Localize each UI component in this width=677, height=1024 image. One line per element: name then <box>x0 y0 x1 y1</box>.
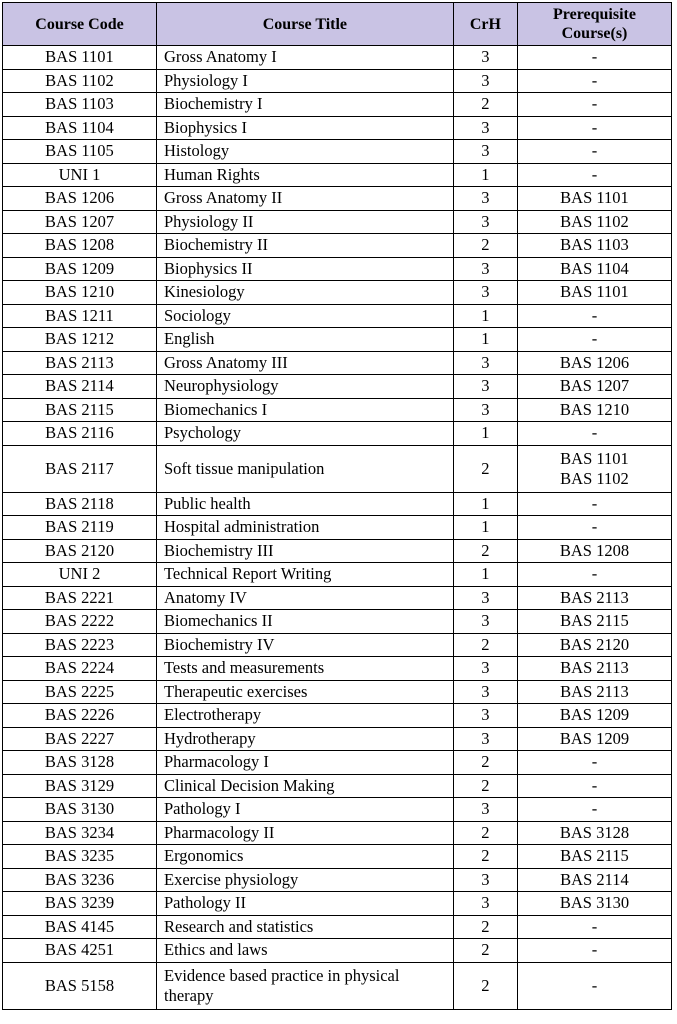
table-row <box>3 492 672 516</box>
prerequisite-cell: BAS 1207 <box>517 375 671 399</box>
course-title-cell: Biochemistry II <box>156 234 453 258</box>
credit-hours-cell: 2 <box>453 234 517 258</box>
course-code-cell: BAS 1211 <box>3 304 157 328</box>
course-title-cell: Human Rights <box>156 163 453 187</box>
course-code-cell: BAS 2118 <box>3 492 157 516</box>
prerequisite-cell: - <box>517 939 671 963</box>
prerequisite-cell: BAS 3130 <box>517 892 671 916</box>
credit-hours-cell: 2 <box>453 939 517 963</box>
prerequisite-cell: - <box>517 492 671 516</box>
header-course-title: Course Title <box>156 3 453 46</box>
prerequisite-cell: - <box>517 328 671 352</box>
prerequisite-line2: BAS 1102 <box>560 468 629 488</box>
course-code-cell: BAS 1208 <box>3 234 157 258</box>
course-code-cell: BAS 3236 <box>3 868 157 892</box>
credit-hours-cell: 1 <box>453 163 517 187</box>
credit-hours-cell: 3 <box>453 892 517 916</box>
course-title-cell: Biomechanics II <box>156 610 453 634</box>
table-row <box>3 657 672 681</box>
credit-hours-cell: 3 <box>453 257 517 281</box>
credit-hours-cell: 3 <box>453 727 517 751</box>
table-row <box>3 751 672 775</box>
table-row <box>3 845 672 869</box>
prerequisite-cell: BAS 3128 <box>517 821 671 845</box>
table-row <box>3 633 672 657</box>
course-code-cell: BAS 1206 <box>3 187 157 211</box>
prerequisite-cell: - <box>517 93 671 117</box>
course-title-cell: Pharmacology II <box>156 821 453 845</box>
credit-hours-cell: 2 <box>453 774 517 798</box>
course-code-cell: BAS 2113 <box>3 351 157 375</box>
course-code-cell: BAS 1210 <box>3 281 157 305</box>
course-title-cell: Anatomy IV <box>156 586 453 610</box>
course-code-cell: BAS 2114 <box>3 375 157 399</box>
prerequisite-cell: BAS 2113 <box>517 680 671 704</box>
table-row <box>3 868 672 892</box>
table-row <box>3 93 672 117</box>
table-row <box>3 281 672 305</box>
header-prerequisite <box>517 3 671 46</box>
course-code-cell: BAS 4251 <box>3 939 157 963</box>
credit-hours-cell: 3 <box>453 375 517 399</box>
course-title-cell: Exercise physiology <box>156 868 453 892</box>
course-code-cell: BAS 1207 <box>3 210 157 234</box>
course-title-cell: Gross Anatomy II <box>156 187 453 211</box>
table-row <box>3 257 672 281</box>
course-code-cell: BAS 2221 <box>3 586 157 610</box>
table-row <box>3 774 672 798</box>
course-title-cell: Biochemistry IV <box>156 633 453 657</box>
course-code-cell: BAS 2223 <box>3 633 157 657</box>
header-course-code: Course Code <box>3 3 157 46</box>
credit-hours-cell: 3 <box>453 657 517 681</box>
credit-hours-cell: 3 <box>453 69 517 93</box>
prerequisite-cell: - <box>517 798 671 822</box>
course-title-cell: Electrotherapy <box>156 704 453 728</box>
course-code-cell: BAS 1212 <box>3 328 157 352</box>
prerequisite-cell: BAS 2113 <box>517 586 671 610</box>
prerequisite-cell: - <box>517 422 671 446</box>
prerequisite-cell: BAS 1101 <box>517 281 671 305</box>
credit-hours-cell: 2 <box>453 821 517 845</box>
course-title-cell: Clinical Decision Making <box>156 774 453 798</box>
course-code-cell: BAS 1103 <box>3 93 157 117</box>
course-title-cell: Public health <box>156 492 453 516</box>
course-title-cell: Ergonomics <box>156 845 453 869</box>
course-code-cell: UNI 2 <box>3 563 157 587</box>
table-row <box>3 351 672 375</box>
course-code-cell: BAS 2119 <box>3 516 157 540</box>
course-title-cell: Physiology II <box>156 210 453 234</box>
credit-hours-cell: 1 <box>453 563 517 587</box>
course-table <box>2 2 672 1010</box>
credit-hours-cell: 3 <box>453 116 517 140</box>
prerequisite-cell: BAS 2120 <box>517 633 671 657</box>
course-code-cell: BAS 2117 <box>3 445 157 492</box>
credit-hours-cell: 2 <box>453 845 517 869</box>
course-table-container <box>2 2 672 1010</box>
course-code-cell: BAS 3130 <box>3 798 157 822</box>
course-code-cell: BAS 1209 <box>3 257 157 281</box>
prerequisite-cell <box>517 445 671 492</box>
credit-hours-cell: 1 <box>453 328 517 352</box>
table-row <box>3 892 672 916</box>
credit-hours-cell: 3 <box>453 187 517 211</box>
course-title-cell: Hydrotherapy <box>156 727 453 751</box>
credit-hours-cell: 2 <box>453 962 517 1009</box>
prerequisite-cell: - <box>517 774 671 798</box>
course-title-cell: Biomechanics I <box>156 398 453 422</box>
table-row <box>3 140 672 164</box>
table-row <box>3 234 672 258</box>
table-row <box>3 445 672 492</box>
table-row <box>3 610 672 634</box>
credit-hours-cell: 1 <box>453 422 517 446</box>
credit-hours-cell: 3 <box>453 586 517 610</box>
table-row <box>3 375 672 399</box>
course-title-cell: Psychology <box>156 422 453 446</box>
course-title-cell: Technical Report Writing <box>156 563 453 587</box>
table-row <box>3 163 672 187</box>
course-code-cell: BAS 5158 <box>3 962 157 1009</box>
prerequisite-cell: - <box>517 69 671 93</box>
prerequisite-cell: - <box>517 563 671 587</box>
table-row <box>3 563 672 587</box>
course-code-cell: BAS 2115 <box>3 398 157 422</box>
prerequisite-cell: BAS 2115 <box>517 845 671 869</box>
credit-hours-cell: 2 <box>453 93 517 117</box>
course-code-cell: BAS 2222 <box>3 610 157 634</box>
course-title-cell: Ethics and laws <box>156 939 453 963</box>
table-row <box>3 704 672 728</box>
credit-hours-cell: 2 <box>453 633 517 657</box>
prerequisite-cell: - <box>517 304 671 328</box>
course-code-cell: BAS 1104 <box>3 116 157 140</box>
credit-hours-cell: 3 <box>453 46 517 70</box>
credit-hours-cell: 3 <box>453 868 517 892</box>
header-prerequisite-line1: Prerequisite <box>553 6 636 23</box>
table-row <box>3 116 672 140</box>
prerequisite-cell: BAS 1208 <box>517 539 671 563</box>
credit-hours-cell: 2 <box>453 445 517 492</box>
course-code-cell: BAS 1105 <box>3 140 157 164</box>
course-code-cell: BAS 3129 <box>3 774 157 798</box>
course-code-cell: BAS 3128 <box>3 751 157 775</box>
credit-hours-cell: 3 <box>453 281 517 305</box>
prerequisite-cell: BAS 1206 <box>517 351 671 375</box>
table-row <box>3 398 672 422</box>
course-code-cell: BAS 3239 <box>3 892 157 916</box>
table-row <box>3 821 672 845</box>
course-code-cell: UNI 1 <box>3 163 157 187</box>
prerequisite-line1: BAS 1101 <box>560 448 629 468</box>
credit-hours-cell: 3 <box>453 210 517 234</box>
header-credit-hours: CrH <box>453 3 517 46</box>
credit-hours-cell: 3 <box>453 704 517 728</box>
prerequisite-cell: BAS 1102 <box>517 210 671 234</box>
course-title-cell: Soft tissue manipulation <box>156 445 453 492</box>
course-code-cell: BAS 2225 <box>3 680 157 704</box>
course-code-cell: BAS 2116 <box>3 422 157 446</box>
prerequisite-cell: - <box>517 751 671 775</box>
credit-hours-cell: 3 <box>453 680 517 704</box>
course-title-cell: Gross Anatomy III <box>156 351 453 375</box>
credit-hours-cell: 2 <box>453 751 517 775</box>
prerequisite-cell: - <box>517 962 671 1009</box>
course-title-cell: Pathology I <box>156 798 453 822</box>
table-row <box>3 422 672 446</box>
table-row <box>3 539 672 563</box>
table-row <box>3 798 672 822</box>
course-code-cell: BAS 1101 <box>3 46 157 70</box>
course-title-cell: Hospital administration <box>156 516 453 540</box>
table-row <box>3 46 672 70</box>
table-row <box>3 69 672 93</box>
prerequisite-cell: - <box>517 516 671 540</box>
credit-hours-cell: 3 <box>453 398 517 422</box>
course-title-cell: Physiology I <box>156 69 453 93</box>
credit-hours-cell: 2 <box>453 539 517 563</box>
course-code-cell: BAS 2120 <box>3 539 157 563</box>
course-title-cell: Biochemistry I <box>156 93 453 117</box>
course-code-cell: BAS 2226 <box>3 704 157 728</box>
table-row <box>3 586 672 610</box>
prerequisite-cell: - <box>517 116 671 140</box>
credit-hours-cell: 3 <box>453 351 517 375</box>
credit-hours-cell: 1 <box>453 492 517 516</box>
course-code-cell: BAS 4145 <box>3 915 157 939</box>
credit-hours-cell: 2 <box>453 915 517 939</box>
course-title-cell: Pharmacology I <box>156 751 453 775</box>
course-title-line1: Evidence based practice in physical <box>163 965 400 985</box>
course-title-line2: therapy <box>163 985 214 1005</box>
credit-hours-cell: 3 <box>453 610 517 634</box>
course-code-cell: BAS 3235 <box>3 845 157 869</box>
prerequisite-cell: BAS 1101 <box>517 187 671 211</box>
credit-hours-cell: 1 <box>453 516 517 540</box>
credit-hours-cell: 3 <box>453 140 517 164</box>
course-title-cell: Tests and measurements <box>156 657 453 681</box>
course-title-cell: Histology <box>156 140 453 164</box>
table-row <box>3 304 672 328</box>
table-header-row <box>3 3 672 46</box>
table-row <box>3 939 672 963</box>
course-code-cell: BAS 1102 <box>3 69 157 93</box>
header-prerequisite-line2: Course(s) <box>561 25 628 42</box>
course-title-cell: Biochemistry III <box>156 539 453 563</box>
credit-hours-cell: 3 <box>453 798 517 822</box>
course-title-cell: Pathology II <box>156 892 453 916</box>
course-code-cell: BAS 3234 <box>3 821 157 845</box>
prerequisite-cell: BAS 1209 <box>517 704 671 728</box>
table-row <box>3 516 672 540</box>
course-title-cell: Neurophysiology <box>156 375 453 399</box>
prerequisite-cell: BAS 2114 <box>517 868 671 892</box>
table-body <box>3 46 672 1010</box>
course-title-cell <box>156 962 453 1009</box>
course-title-cell: Sociology <box>156 304 453 328</box>
course-title-cell: Therapeutic exercises <box>156 680 453 704</box>
prerequisite-cell: - <box>517 46 671 70</box>
prerequisite-cell: - <box>517 140 671 164</box>
course-title-cell: Gross Anatomy I <box>156 46 453 70</box>
prerequisite-cell: - <box>517 915 671 939</box>
course-code-cell: BAS 2224 <box>3 657 157 681</box>
prerequisite-cell: BAS 1209 <box>517 727 671 751</box>
credit-hours-cell: 1 <box>453 304 517 328</box>
table-row <box>3 187 672 211</box>
course-title-cell: English <box>156 328 453 352</box>
table-row <box>3 210 672 234</box>
prerequisite-cell: BAS 1210 <box>517 398 671 422</box>
prerequisite-cell: BAS 2115 <box>517 610 671 634</box>
prerequisite-cell: BAS 1103 <box>517 234 671 258</box>
prerequisite-cell: - <box>517 163 671 187</box>
course-title-cell: Kinesiology <box>156 281 453 305</box>
prerequisite-cell: BAS 1104 <box>517 257 671 281</box>
course-title-cell: Research and statistics <box>156 915 453 939</box>
course-title-cell: Biophysics II <box>156 257 453 281</box>
table-row <box>3 727 672 751</box>
table-row <box>3 915 672 939</box>
table-row <box>3 328 672 352</box>
table-row <box>3 962 672 1009</box>
course-title-cell: Biophysics I <box>156 116 453 140</box>
course-code-cell: BAS 2227 <box>3 727 157 751</box>
table-row <box>3 680 672 704</box>
prerequisite-cell: BAS 2113 <box>517 657 671 681</box>
